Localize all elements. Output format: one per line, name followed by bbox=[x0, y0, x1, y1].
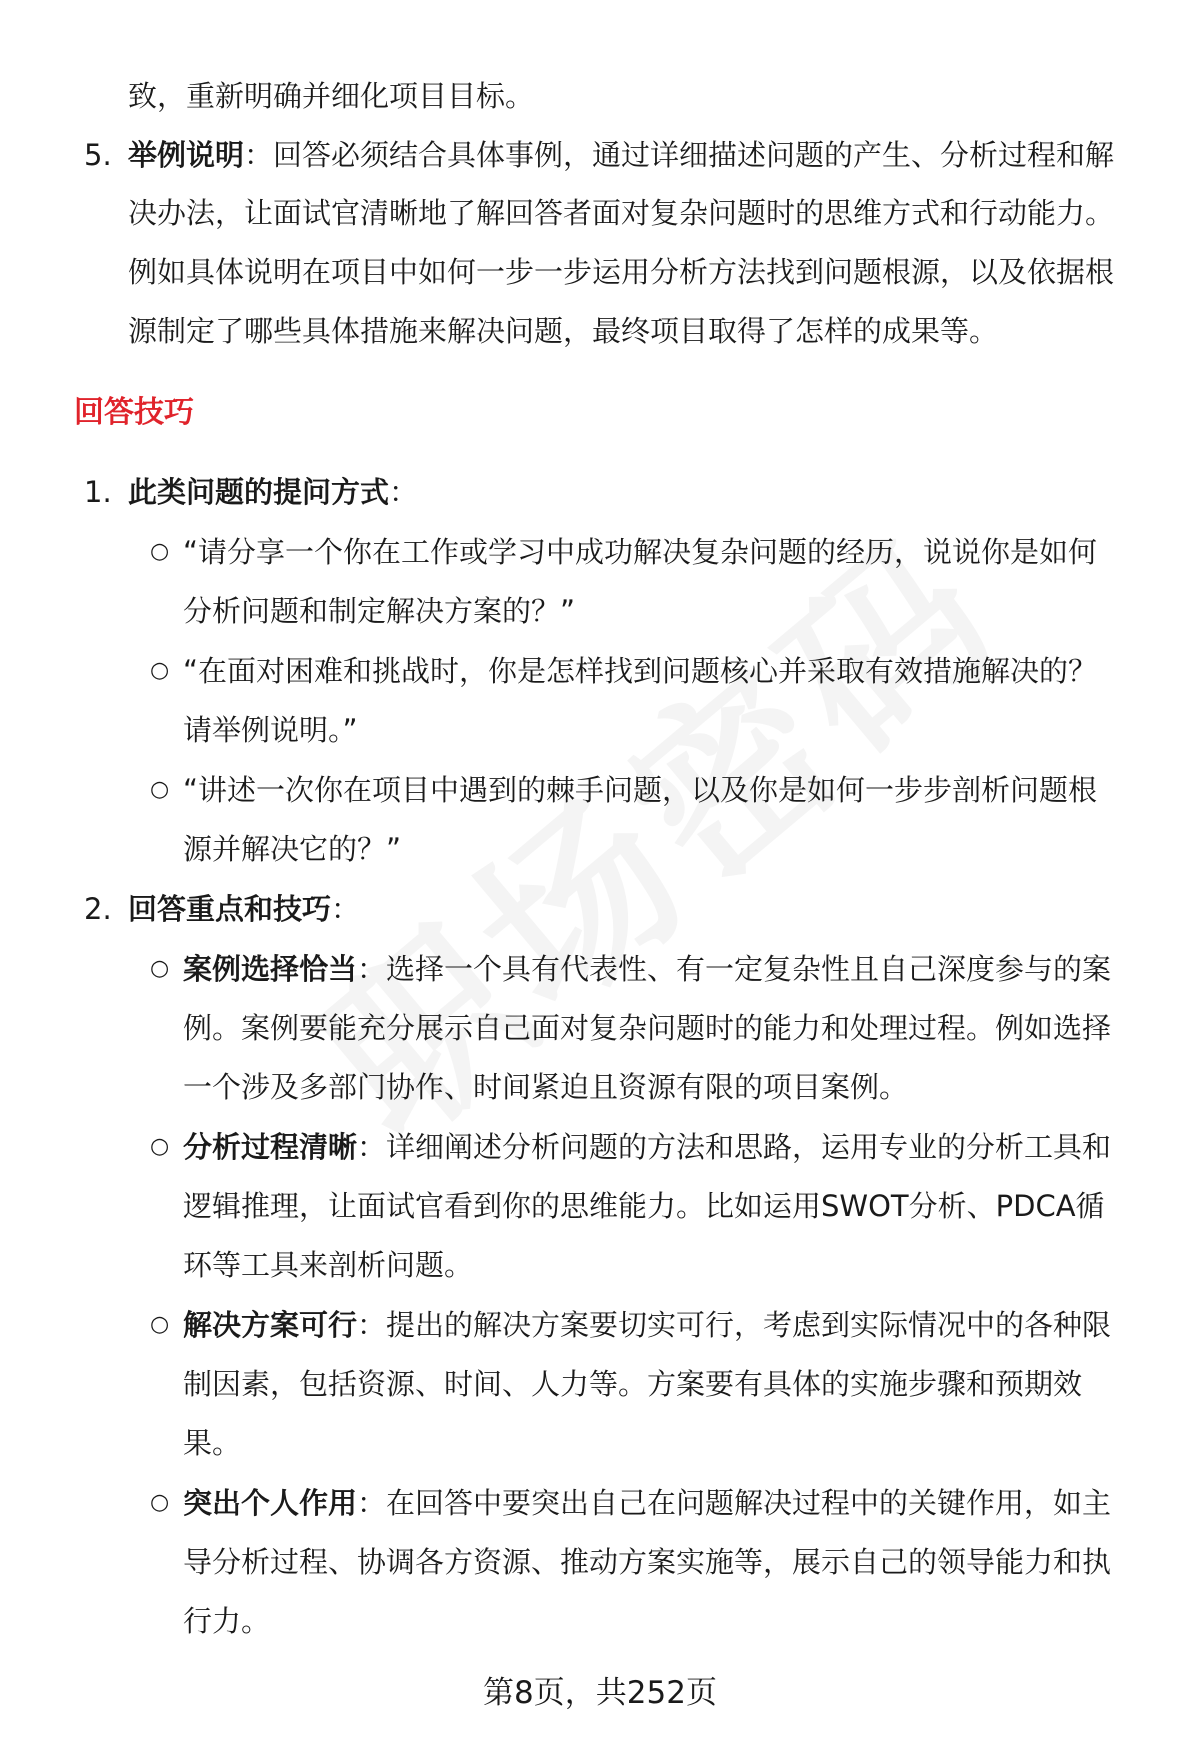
tip4-title: 突出个人作用 bbox=[183, 1486, 358, 1520]
bullet-icon: ○ bbox=[150, 1490, 170, 1515]
q2-line2: 请举例说明。” bbox=[183, 713, 358, 747]
tip2-line2: 逻辑推理，让面试官看到你的思维能力。比如运用SWOT分析、PDCA循 bbox=[183, 1189, 1105, 1223]
page-number-footer: 第8页，共252页 bbox=[483, 1675, 717, 1711]
bullet-icon: ○ bbox=[150, 956, 170, 981]
part1-number: 1. bbox=[84, 475, 112, 509]
bullet-icon: ○ bbox=[150, 658, 170, 683]
item5-number: 5. bbox=[84, 138, 112, 172]
tip1-line3: 一个涉及多部门协作、时间紧迫且资源有限的项目案例。 bbox=[183, 1070, 909, 1104]
tip3-title: 解决方案可行 bbox=[183, 1308, 358, 1342]
item5-line1: 举例说明：回答必须结合具体事例，通过详细描述问题的产生、分析过程和解 bbox=[128, 138, 1115, 172]
part2-title: 回答重点和技巧 bbox=[128, 892, 332, 926]
bullet-icon: ○ bbox=[150, 1312, 170, 1337]
item5-line2: 决办法，让面试官清晰地了解回答者面对复杂问题时的思维方式和行动能力。 bbox=[128, 196, 1115, 230]
part2-number: 2. bbox=[84, 892, 112, 926]
q2-line1: “在面对困难和挑战时，你是怎样找到问题核心并采取有效措施解决的？ bbox=[183, 654, 1098, 688]
tip3-line3: 果。 bbox=[183, 1426, 242, 1460]
item5-prev-line: 致，重新明确并细化项目目标。 bbox=[128, 79, 535, 113]
tip4-line1: 突出个人作用：在回答中要突出自己在问题解决过程中的关键作用，如主 bbox=[183, 1486, 1112, 1520]
tip3-line2: 制因素，包括资源、时间、人力等。方案要有具体的实施步骤和预期效 bbox=[183, 1367, 1083, 1401]
tip2-title: 分析过程清晰 bbox=[183, 1130, 358, 1164]
tip1-title: 案例选择恰当 bbox=[183, 952, 358, 986]
q1-line2: 分析问题和制定解决方案的？” bbox=[183, 594, 576, 628]
tip2-line1: 分析过程清晰：详细阐述分析问题的方法和思路，运用专业的分析工具和 bbox=[183, 1130, 1112, 1164]
bullet-icon: ○ bbox=[150, 539, 170, 564]
part1-heading: 此类问题的提问方式： bbox=[128, 475, 419, 509]
q3-line2: 源并解决它的？” bbox=[183, 832, 402, 866]
item5-line4: 源制定了哪些具体措施来解决问题，最终项目取得了怎样的成果等。 bbox=[128, 314, 999, 348]
tip1-line1: 案例选择恰当：选择一个具有代表性、有一定复杂性且自己深度参与的案 bbox=[183, 952, 1112, 986]
bullet-icon: ○ bbox=[150, 777, 170, 802]
tip4-line3: 行力。 bbox=[183, 1604, 271, 1638]
q1-line1: “请分享一个你在工作或学习中成功解决复杂问题的经历，说说你是如何 bbox=[183, 535, 1098, 569]
bullet-icon: ○ bbox=[150, 1134, 170, 1159]
tip3-line1: 解决方案可行：提出的解决方案要切实可行，考虑到实际情况中的各种限 bbox=[183, 1308, 1112, 1342]
tip2-line3: 环等工具来剖析问题。 bbox=[183, 1248, 474, 1282]
part2-heading: 回答重点和技巧： bbox=[128, 892, 361, 926]
tip1-line2: 例。案例要能充分展示自己面对复杂问题时的能力和处理过程。例如选择 bbox=[183, 1011, 1112, 1045]
item5-line3: 例如具体说明在项目中如何一步一步运用分析方法找到问题根源，以及依据根 bbox=[128, 255, 1115, 289]
section-heading: 回答技巧 bbox=[74, 395, 194, 430]
item5-title: 举例说明 bbox=[128, 138, 245, 172]
part1-title: 此类问题的提问方式 bbox=[128, 475, 390, 509]
q3-line1: “讲述一次你在项目中遇到的棘手问题，以及你是如何一步步剖析问题根 bbox=[183, 773, 1098, 807]
tip4-line2: 导分析过程、协调各方资源、推动方案实施等，展示自己的领导能力和执 bbox=[183, 1545, 1112, 1579]
